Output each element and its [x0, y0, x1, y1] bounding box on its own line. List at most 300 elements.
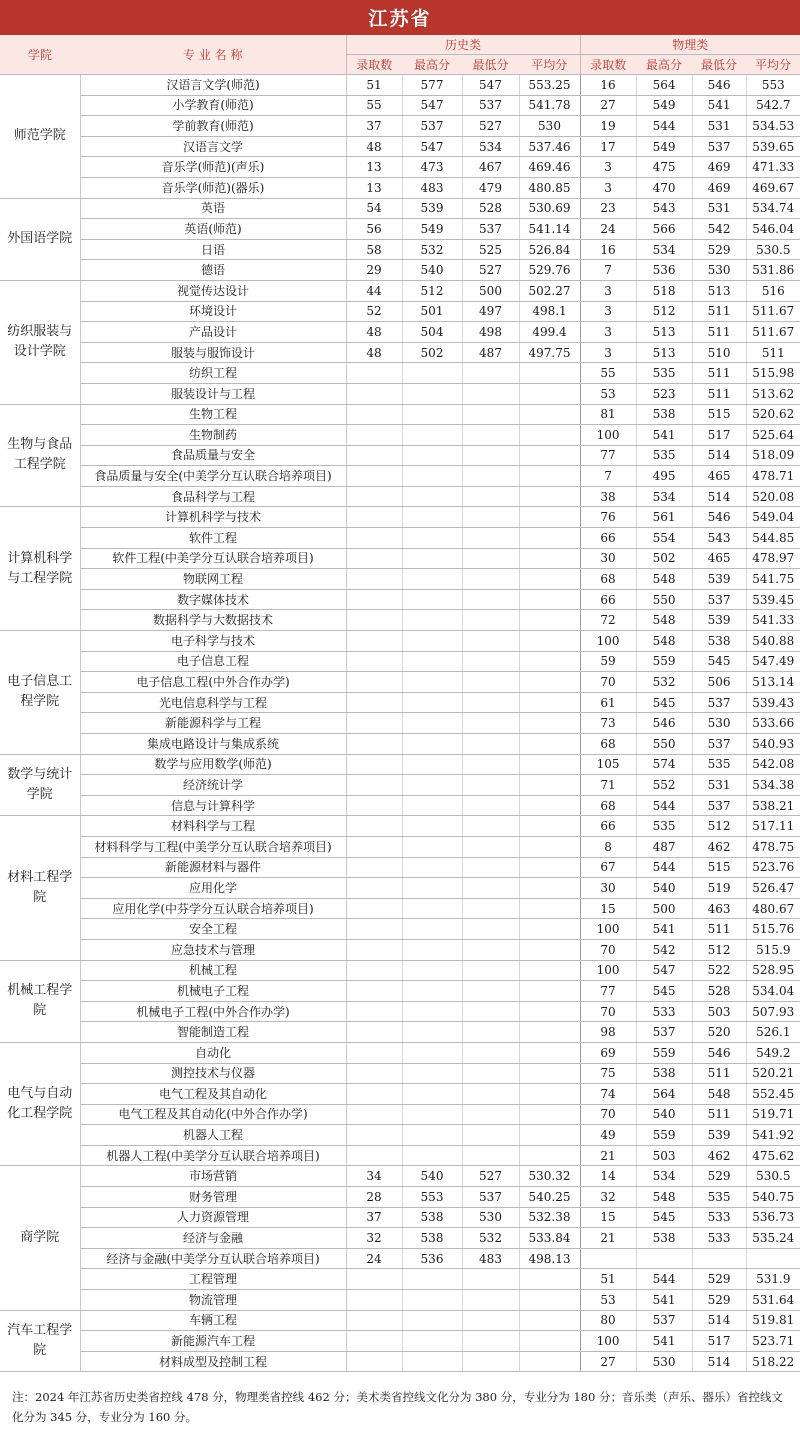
- cell-phys-min: 465: [692, 548, 746, 569]
- cell-hist-min: 498: [462, 322, 519, 343]
- table-row: [0, 239, 800, 260]
- major-name: 小学教育(师范): [80, 95, 346, 116]
- cell-hist-max: 577: [402, 75, 462, 96]
- major-name: 财务管理: [80, 1187, 346, 1208]
- cell-phys-max: 541: [636, 425, 692, 446]
- cell-hist-count: [346, 981, 402, 1002]
- cell-phys-count: 100: [580, 919, 636, 940]
- cell-phys-min: 541: [692, 95, 746, 116]
- table-row: [0, 713, 800, 734]
- cell-hist-count: [346, 548, 402, 569]
- college-name: 外国语学院: [0, 198, 80, 280]
- cell-hist-count: 37: [346, 116, 402, 137]
- cell-phys-min: 535: [692, 1187, 746, 1208]
- cell-hist-avg: 498.1: [519, 301, 580, 322]
- major-name: 食品质量与安全: [80, 445, 346, 466]
- cell-hist-min: [462, 445, 519, 466]
- cell-hist-count: [346, 404, 402, 425]
- cell-hist-max: 538: [402, 1207, 462, 1228]
- cell-hist-avg: [519, 383, 580, 404]
- major-name: 英语(师范): [80, 219, 346, 240]
- cell-hist-avg: 497.75: [519, 342, 580, 363]
- cell-phys-max: 548: [636, 610, 692, 631]
- cell-hist-max: 547: [402, 95, 462, 116]
- cell-hist-count: 56: [346, 219, 402, 240]
- cell-phys-avg: 513.62: [746, 383, 800, 404]
- cell-hist-count: [346, 692, 402, 713]
- table-row: [0, 75, 800, 96]
- cell-hist-count: 13: [346, 177, 402, 198]
- cell-hist-avg: 526.84: [519, 239, 580, 260]
- cell-phys-avg: 515.76: [746, 919, 800, 940]
- cell-phys-max: 513: [636, 342, 692, 363]
- cell-phys-min: 511: [692, 919, 746, 940]
- cell-phys-min: 537: [692, 589, 746, 610]
- cell-hist-max: [402, 507, 462, 528]
- cell-hist-min: [462, 754, 519, 775]
- cell-hist-count: [346, 383, 402, 404]
- cell-hist-max: [402, 713, 462, 734]
- header-physics: 物理类: [580, 35, 800, 55]
- cell-phys-avg: 475.62: [746, 1145, 800, 1166]
- cell-phys-avg: 534.04: [746, 981, 800, 1002]
- table-row: [0, 363, 800, 384]
- cell-hist-min: [462, 1331, 519, 1352]
- cell-phys-count: 100: [580, 1331, 636, 1352]
- college-name: 生物与食品工程学院: [0, 404, 80, 507]
- cell-phys-avg: 535.24: [746, 1228, 800, 1249]
- cell-phys-avg: 540.88: [746, 631, 800, 652]
- cell-phys-count: 66: [580, 589, 636, 610]
- cell-phys-min: 469: [692, 157, 746, 178]
- cell-hist-count: [346, 1104, 402, 1125]
- cell-hist-min: [462, 631, 519, 652]
- cell-hist-min: [462, 1042, 519, 1063]
- cell-phys-count: 59: [580, 651, 636, 672]
- cell-phys-min: 542: [692, 219, 746, 240]
- table-row: [0, 775, 800, 796]
- cell-hist-min: [462, 775, 519, 796]
- cell-phys-avg: 541.33: [746, 610, 800, 631]
- cell-phys-avg: 523.71: [746, 1331, 800, 1352]
- cell-hist-avg: 530: [519, 116, 580, 137]
- college-name: 计算机科学与工程学院: [0, 507, 80, 631]
- cell-hist-max: [402, 610, 462, 631]
- table-row: [0, 404, 800, 425]
- cell-phys-min: 531: [692, 198, 746, 219]
- major-name: 视觉传达设计: [80, 280, 346, 301]
- cell-hist-count: [346, 754, 402, 775]
- cell-hist-min: [462, 1351, 519, 1372]
- major-name: 汉语言文学: [80, 136, 346, 157]
- cell-phys-max: 540: [636, 1104, 692, 1125]
- cell-hist-min: [462, 939, 519, 960]
- cell-phys-avg: 515.9: [746, 939, 800, 960]
- cell-phys-max: [636, 1248, 692, 1269]
- cell-hist-count: [346, 713, 402, 734]
- cell-hist-max: [402, 672, 462, 693]
- table-row: [0, 939, 800, 960]
- cell-hist-avg: 498.13: [519, 1248, 580, 1269]
- cell-hist-count: [346, 1084, 402, 1105]
- cell-hist-max: [402, 981, 462, 1002]
- cell-phys-avg: 478.71: [746, 466, 800, 487]
- cell-phys-max: 543: [636, 198, 692, 219]
- cell-phys-avg: 528.95: [746, 960, 800, 981]
- table-row: [0, 631, 800, 652]
- table-row: [0, 1351, 800, 1372]
- cell-phys-count: 38: [580, 486, 636, 507]
- cell-phys-count: 68: [580, 569, 636, 590]
- cell-hist-avg: [519, 466, 580, 487]
- cell-hist-count: 34: [346, 1166, 402, 1187]
- cell-hist-min: 527: [462, 116, 519, 137]
- cell-hist-max: [402, 878, 462, 899]
- cell-phys-min: 546: [692, 507, 746, 528]
- cell-phys-count: 70: [580, 939, 636, 960]
- header-phys-count: 录取数: [580, 55, 636, 75]
- cell-hist-max: 504: [402, 322, 462, 343]
- cell-hist-count: [346, 1001, 402, 1022]
- cell-hist-max: 532: [402, 239, 462, 260]
- cell-phys-max: 541: [636, 1331, 692, 1352]
- major-name: 生物制药: [80, 425, 346, 446]
- cell-hist-avg: [519, 425, 580, 446]
- cell-hist-avg: [519, 1022, 580, 1043]
- major-name: 物联网工程: [80, 569, 346, 590]
- footnote: 注：2024 年江苏省历史类省控线 478 分，物理类省控线 462 分；美术类省控线文化分为 380 分，专业分为 180 分；音乐类（声乐、器乐）省控线文化分为 345 分，专业分为 160 分。: [12, 1390, 783, 1424]
- cell-phys-max: 564: [636, 1084, 692, 1105]
- cell-phys-count: 100: [580, 960, 636, 981]
- cell-phys-avg: 478.97: [746, 548, 800, 569]
- cell-phys-max: 534: [636, 239, 692, 260]
- cell-phys-avg: 511: [746, 342, 800, 363]
- cell-hist-count: [346, 919, 402, 940]
- major-name: 机械工程: [80, 960, 346, 981]
- cell-phys-count: 55: [580, 363, 636, 384]
- major-name: 光电信息科学与工程: [80, 692, 346, 713]
- cell-phys-min: 543: [692, 528, 746, 549]
- cell-phys-avg: 534.53: [746, 116, 800, 137]
- cell-phys-min: 511: [692, 383, 746, 404]
- header-college: 学院: [0, 35, 80, 75]
- cell-phys-max: 502: [636, 548, 692, 569]
- cell-hist-max: [402, 836, 462, 857]
- cell-hist-max: [402, 1145, 462, 1166]
- cell-phys-avg: 531.64: [746, 1290, 800, 1311]
- cell-phys-avg: 525.64: [746, 425, 800, 446]
- cell-phys-max: 549: [636, 136, 692, 157]
- table-row: [0, 136, 800, 157]
- cell-phys-min: 539: [692, 610, 746, 631]
- cell-hist-count: 24: [346, 1248, 402, 1269]
- cell-phys-min: 539: [692, 1125, 746, 1146]
- cell-phys-avg: 531.86: [746, 260, 800, 281]
- cell-phys-count: 49: [580, 1125, 636, 1146]
- cell-phys-avg: 546.04: [746, 219, 800, 240]
- cell-hist-avg: [519, 734, 580, 755]
- cell-hist-avg: 541.78: [519, 95, 580, 116]
- cell-hist-count: 51: [346, 75, 402, 96]
- cell-hist-min: [462, 878, 519, 899]
- cell-hist-min: [462, 816, 519, 837]
- cell-phys-avg: 526.1: [746, 1022, 800, 1043]
- cell-phys-min: 515: [692, 857, 746, 878]
- cell-hist-avg: 529.76: [519, 260, 580, 281]
- cell-phys-count: 81: [580, 404, 636, 425]
- cell-hist-count: 13: [346, 157, 402, 178]
- table-row: [0, 1084, 800, 1105]
- cell-hist-count: [346, 466, 402, 487]
- cell-hist-avg: 537.46: [519, 136, 580, 157]
- major-name: 材料成型及控制工程: [80, 1351, 346, 1372]
- cell-phys-min: 529: [692, 1269, 746, 1290]
- cell-hist-avg: [519, 486, 580, 507]
- major-name: 食品科学与工程: [80, 486, 346, 507]
- cell-hist-min: [462, 548, 519, 569]
- cell-phys-max: 561: [636, 507, 692, 528]
- cell-hist-max: [402, 898, 462, 919]
- cell-phys-min: 528: [692, 981, 746, 1002]
- college-name: 电子信息工程学院: [0, 631, 80, 755]
- cell-hist-count: [346, 734, 402, 755]
- table-row: [0, 898, 800, 919]
- table-row: [0, 960, 800, 981]
- cell-hist-count: 48: [346, 342, 402, 363]
- cell-hist-count: [346, 1331, 402, 1352]
- cell-hist-max: [402, 1351, 462, 1372]
- cell-phys-max: 503: [636, 1145, 692, 1166]
- cell-phys-count: 70: [580, 1001, 636, 1022]
- cell-hist-min: 497: [462, 301, 519, 322]
- cell-phys-min: 533: [692, 1228, 746, 1249]
- cell-hist-count: 28: [346, 1187, 402, 1208]
- cell-phys-max: 518: [636, 280, 692, 301]
- table-row: [0, 486, 800, 507]
- cell-phys-count: 100: [580, 631, 636, 652]
- major-name: 应用化学(中芬学分互认联合培养项目): [80, 898, 346, 919]
- cell-hist-count: [346, 1290, 402, 1311]
- college-name: 师范学院: [0, 75, 80, 199]
- cell-phys-min: 514: [692, 1351, 746, 1372]
- cell-hist-count: 58: [346, 239, 402, 260]
- cell-hist-min: [462, 466, 519, 487]
- major-name: 纺织工程: [80, 363, 346, 384]
- cell-phys-max: 549: [636, 95, 692, 116]
- cell-phys-max: 513: [636, 322, 692, 343]
- cell-hist-min: [462, 1063, 519, 1084]
- cell-phys-max: 550: [636, 734, 692, 755]
- cell-hist-count: [346, 857, 402, 878]
- table-body: [0, 75, 800, 1372]
- major-name: 电气工程及其自动化(中外合作办学): [80, 1104, 346, 1125]
- cell-phys-max: 548: [636, 569, 692, 590]
- table-row: [0, 445, 800, 466]
- cell-hist-avg: [519, 1145, 580, 1166]
- cell-phys-max: 544: [636, 116, 692, 137]
- cell-phys-count: 8: [580, 836, 636, 857]
- cell-hist-max: 547: [402, 136, 462, 157]
- cell-phys-min: 546: [692, 1042, 746, 1063]
- cell-phys-avg: 478.75: [746, 836, 800, 857]
- cell-hist-min: [462, 836, 519, 857]
- cell-phys-max: 541: [636, 1290, 692, 1311]
- table-row: [0, 507, 800, 528]
- cell-phys-min: 517: [692, 1331, 746, 1352]
- table-row: [0, 116, 800, 137]
- table-row: [0, 569, 800, 590]
- cell-hist-max: [402, 528, 462, 549]
- cell-hist-max: [402, 816, 462, 837]
- cell-hist-count: [346, 1042, 402, 1063]
- cell-hist-avg: [519, 1125, 580, 1146]
- cell-phys-max: 495: [636, 466, 692, 487]
- cell-hist-max: 539: [402, 198, 462, 219]
- cell-hist-count: [346, 651, 402, 672]
- major-name: 音乐学(师范)(声乐): [80, 157, 346, 178]
- cell-hist-max: [402, 1063, 462, 1084]
- cell-hist-min: [462, 1022, 519, 1043]
- header-major: 专 业 名 称: [80, 35, 346, 75]
- cell-phys-min: 535: [692, 754, 746, 775]
- table-row: [0, 548, 800, 569]
- major-name: 智能制造工程: [80, 1022, 346, 1043]
- cell-phys-max: 574: [636, 754, 692, 775]
- cell-phys-avg: 538.21: [746, 795, 800, 816]
- cell-hist-min: [462, 486, 519, 507]
- cell-hist-avg: [519, 1084, 580, 1105]
- major-name: 产品设计: [80, 322, 346, 343]
- cell-phys-count: 66: [580, 816, 636, 837]
- cell-phys-max: 534: [636, 1166, 692, 1187]
- table-row: [0, 1310, 800, 1331]
- table-row: [0, 1290, 800, 1311]
- cell-hist-count: [346, 445, 402, 466]
- cell-phys-count: 74: [580, 1084, 636, 1105]
- cell-phys-avg: [746, 1248, 800, 1269]
- cell-hist-avg: 480.85: [519, 177, 580, 198]
- cell-hist-min: 537: [462, 95, 519, 116]
- cell-hist-max: [402, 795, 462, 816]
- cell-phys-count: 80: [580, 1310, 636, 1331]
- table-row: [0, 177, 800, 198]
- cell-hist-avg: [519, 1104, 580, 1125]
- cell-phys-count: 27: [580, 1351, 636, 1372]
- cell-hist-min: 479: [462, 177, 519, 198]
- cell-phys-max: 533: [636, 1001, 692, 1022]
- cell-phys-count: 3: [580, 280, 636, 301]
- cell-hist-avg: 533.84: [519, 1228, 580, 1249]
- table-row: [0, 1228, 800, 1249]
- cell-hist-min: [462, 1125, 519, 1146]
- cell-phys-max: 552: [636, 775, 692, 796]
- cell-phys-max: 487: [636, 836, 692, 857]
- table-row: [0, 1248, 800, 1269]
- table-row: [0, 1331, 800, 1352]
- major-name: 音乐学(师范)(器乐): [80, 177, 346, 198]
- cell-phys-avg: 518.09: [746, 445, 800, 466]
- cell-phys-count: 15: [580, 898, 636, 919]
- cell-hist-count: [346, 1310, 402, 1331]
- cell-hist-avg: [519, 1331, 580, 1352]
- cell-hist-avg: [519, 981, 580, 1002]
- cell-phys-count: 23: [580, 198, 636, 219]
- cell-hist-min: [462, 610, 519, 631]
- cell-hist-count: [346, 631, 402, 652]
- cell-phys-max: 475: [636, 157, 692, 178]
- cell-phys-min: 537: [692, 734, 746, 755]
- cell-phys-max: 544: [636, 795, 692, 816]
- major-name: 英语: [80, 198, 346, 219]
- cell-hist-max: [402, 692, 462, 713]
- cell-phys-max: 534: [636, 486, 692, 507]
- cell-phys-avg: 530.5: [746, 239, 800, 260]
- cell-hist-min: [462, 1084, 519, 1105]
- cell-phys-min: 531: [692, 116, 746, 137]
- table-row: [0, 1001, 800, 1022]
- cell-hist-avg: 540.25: [519, 1187, 580, 1208]
- cell-phys-avg: 541.92: [746, 1125, 800, 1146]
- cell-hist-avg: 532.38: [519, 1207, 580, 1228]
- cell-hist-count: [346, 878, 402, 899]
- cell-phys-avg: 513.14: [746, 672, 800, 693]
- major-name: 物流管理: [80, 1290, 346, 1311]
- college-name: 材料工程学院: [0, 816, 80, 960]
- cell-hist-count: 29: [346, 260, 402, 281]
- cell-phys-min: 514: [692, 1310, 746, 1331]
- cell-hist-avg: 541.14: [519, 219, 580, 240]
- cell-hist-avg: 530.32: [519, 1166, 580, 1187]
- table-row: [0, 981, 800, 1002]
- cell-phys-avg: 517.11: [746, 816, 800, 837]
- cell-phys-max: 554: [636, 528, 692, 549]
- cell-hist-avg: [519, 795, 580, 816]
- cell-phys-avg: 533.66: [746, 713, 800, 734]
- cell-phys-count: 76: [580, 507, 636, 528]
- cell-phys-avg: 553: [746, 75, 800, 96]
- table-row: [0, 1125, 800, 1146]
- cell-hist-min: [462, 404, 519, 425]
- major-name: 软件工程: [80, 528, 346, 549]
- cell-hist-avg: [519, 363, 580, 384]
- cell-hist-min: [462, 1001, 519, 1022]
- cell-hist-min: [462, 1310, 519, 1331]
- cell-hist-avg: [519, 754, 580, 775]
- cell-phys-min: 510: [692, 342, 746, 363]
- major-name: 数字媒体技术: [80, 589, 346, 610]
- cell-phys-max: 535: [636, 363, 692, 384]
- cell-hist-max: 540: [402, 260, 462, 281]
- cell-hist-max: [402, 569, 462, 590]
- cell-phys-min: 514: [692, 486, 746, 507]
- cell-hist-max: [402, 775, 462, 796]
- header-hist-count: 录取数: [346, 55, 402, 75]
- table-row: [0, 651, 800, 672]
- cell-phys-min: 462: [692, 1145, 746, 1166]
- cell-phys-max: 566: [636, 219, 692, 240]
- cell-phys-min: 511: [692, 1104, 746, 1125]
- cell-hist-min: 525: [462, 239, 519, 260]
- cell-hist-avg: 502.27: [519, 280, 580, 301]
- cell-phys-min: 533: [692, 1207, 746, 1228]
- major-name: 集成电路设计与集成系统: [80, 734, 346, 755]
- cell-phys-avg: 534.38: [746, 775, 800, 796]
- header-hist-max: 最高分: [402, 55, 462, 75]
- cell-phys-count: 17: [580, 136, 636, 157]
- cell-hist-max: [402, 589, 462, 610]
- major-name: 工程管理: [80, 1269, 346, 1290]
- cell-hist-count: [346, 836, 402, 857]
